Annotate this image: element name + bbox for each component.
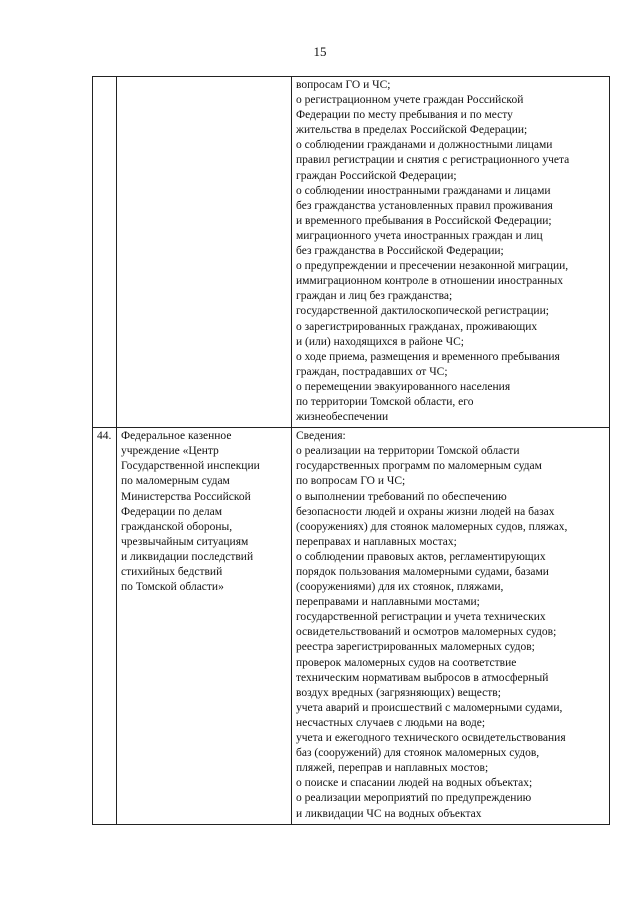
information-line: правил регистрации и снятия с регистрационного учета [296, 154, 570, 167]
organization-name-cell [117, 77, 292, 428]
information-line: безопасности людей и охраны жизни людей на базах [296, 505, 555, 518]
information-line: о соблюдении иностранными гражданами и лицами [296, 184, 551, 197]
information-line: несчастных случаев с людьми на воде; [296, 716, 486, 729]
information-line: воздух вредных (загрязняющих) веществ; [296, 686, 501, 699]
row-number-cell: 44. [93, 428, 117, 824]
information-line: вопросам ГО и ЧС; [296, 79, 391, 91]
table-row [93, 77, 610, 428]
information-line: жительства в пределах Российской Федерации; [296, 124, 528, 137]
information-line: о выполнении требований по обеспечению [296, 490, 507, 503]
organization-name-cell [117, 428, 292, 824]
organization-name-line: стихийных бедствий [121, 566, 223, 578]
information-line: жизнеобеспечении [296, 411, 389, 424]
information-line: и ликвидации ЧС на водных объектах [296, 807, 482, 820]
information-line: иммиграционном контроле в отношении иностранных [296, 275, 564, 288]
information-line: (сооружениях) для стоянок маломерных судов, пляжах, [296, 520, 568, 533]
information-line: и (или) находящихся в районе ЧС; [296, 335, 464, 348]
information-line: переправами и наплавными мостами; [296, 596, 480, 609]
information-line: граждан и лиц без гражданства; [296, 290, 453, 303]
information-cell [292, 428, 610, 824]
organization-name-line: Государственной инспекции [121, 460, 260, 473]
organization-name-line: гражданской обороны, [121, 520, 233, 533]
document-table-body [93, 77, 610, 825]
information-line: (сооружениями) для их стоянок, пляжами, [296, 581, 504, 594]
information-line: Сведения: [296, 430, 346, 443]
information-line: о реализации на территории Томской области [296, 445, 520, 458]
information-line: без гражданства в Российской Федерации; [296, 245, 504, 258]
information-line: учета и ежегодного технического освидетельствования [296, 732, 566, 745]
information-line: баз (сооружений) для стоянок маломерных судов, [296, 747, 540, 760]
information-line: по вопросам ГО и ЧС; [296, 475, 406, 488]
information-line: переправах и наплавных мостах; [296, 535, 457, 548]
document-table [92, 76, 610, 825]
information-line: и временного пребывания в Российской Федерации; [296, 214, 552, 227]
table-row [93, 428, 610, 824]
information-line: о ходе приема, размещения и временного пребывания [296, 350, 560, 363]
organization-name-line: по Томской области» [121, 581, 224, 594]
information-line: о реализации мероприятий по предупреждению [296, 792, 532, 805]
information-line: освидетельствований и осмотров маломерных судов; [296, 626, 557, 639]
information-line: о зарегистрированных гражданах, проживающих [296, 320, 538, 333]
organization-name-line: Министерства Российской [121, 490, 251, 503]
organization-name-line: Федеральное казенное [121, 430, 232, 443]
information-line: техническим нормативам выбросов в атмосферный [296, 671, 549, 684]
information-line: граждан Российской Федерации; [296, 169, 457, 182]
information-line: Федерации по месту пребывания и по месту [296, 109, 513, 122]
page-number: 15 [313, 44, 327, 59]
information-line: граждан, пострадавших от ЧС; [296, 365, 448, 378]
information-line: о регистрационном учете граждан Российской [296, 94, 524, 107]
information-line: государственной регистрации и учета технических [296, 611, 546, 624]
information-line: государственной дактилоскопической регистрации; [296, 305, 549, 318]
information-line: порядок пользования маломерными судами, базами [296, 566, 549, 578]
information-line: о перемещении эвакуированного населения [296, 380, 511, 393]
organization-name-line: учреждение «Центр [121, 445, 219, 458]
information-line: о соблюдении правовых актов, регламентирующих [296, 550, 546, 563]
information-line: реестра зарегистрированных маломерных судов; [296, 641, 535, 654]
row-number-cell [93, 77, 117, 428]
organization-name-line: и ликвидации последствий [121, 550, 254, 563]
information-line: проверок маломерных судов на соответствие [296, 656, 517, 669]
information-line: пляжей, переправ и наплавных мостов; [296, 762, 489, 775]
information-line: государственных программ по маломерным судам [296, 460, 542, 473]
information-line: о поиске и спасании людей на водных объектах; [296, 777, 533, 790]
information-line: о предупреждении и пресечении незаконной миграции, [296, 260, 569, 273]
information-line: миграционного учета иностранных граждан и лиц [296, 229, 543, 242]
information-line: без гражданства установленных правил проживания [296, 199, 553, 212]
information-line: о соблюдении гражданами и должностными лицами [296, 139, 553, 152]
information-line: учета аварий и происшествий с маломерными судами, [296, 701, 563, 714]
information-cell [292, 77, 610, 428]
information-line: по территории Томской области, его [296, 395, 474, 408]
organization-name-line: чрезвычайным ситуациям [121, 535, 249, 548]
organization-name-line: по маломерным судам [121, 475, 230, 488]
organization-name-line: Федерации по делам [121, 505, 223, 518]
